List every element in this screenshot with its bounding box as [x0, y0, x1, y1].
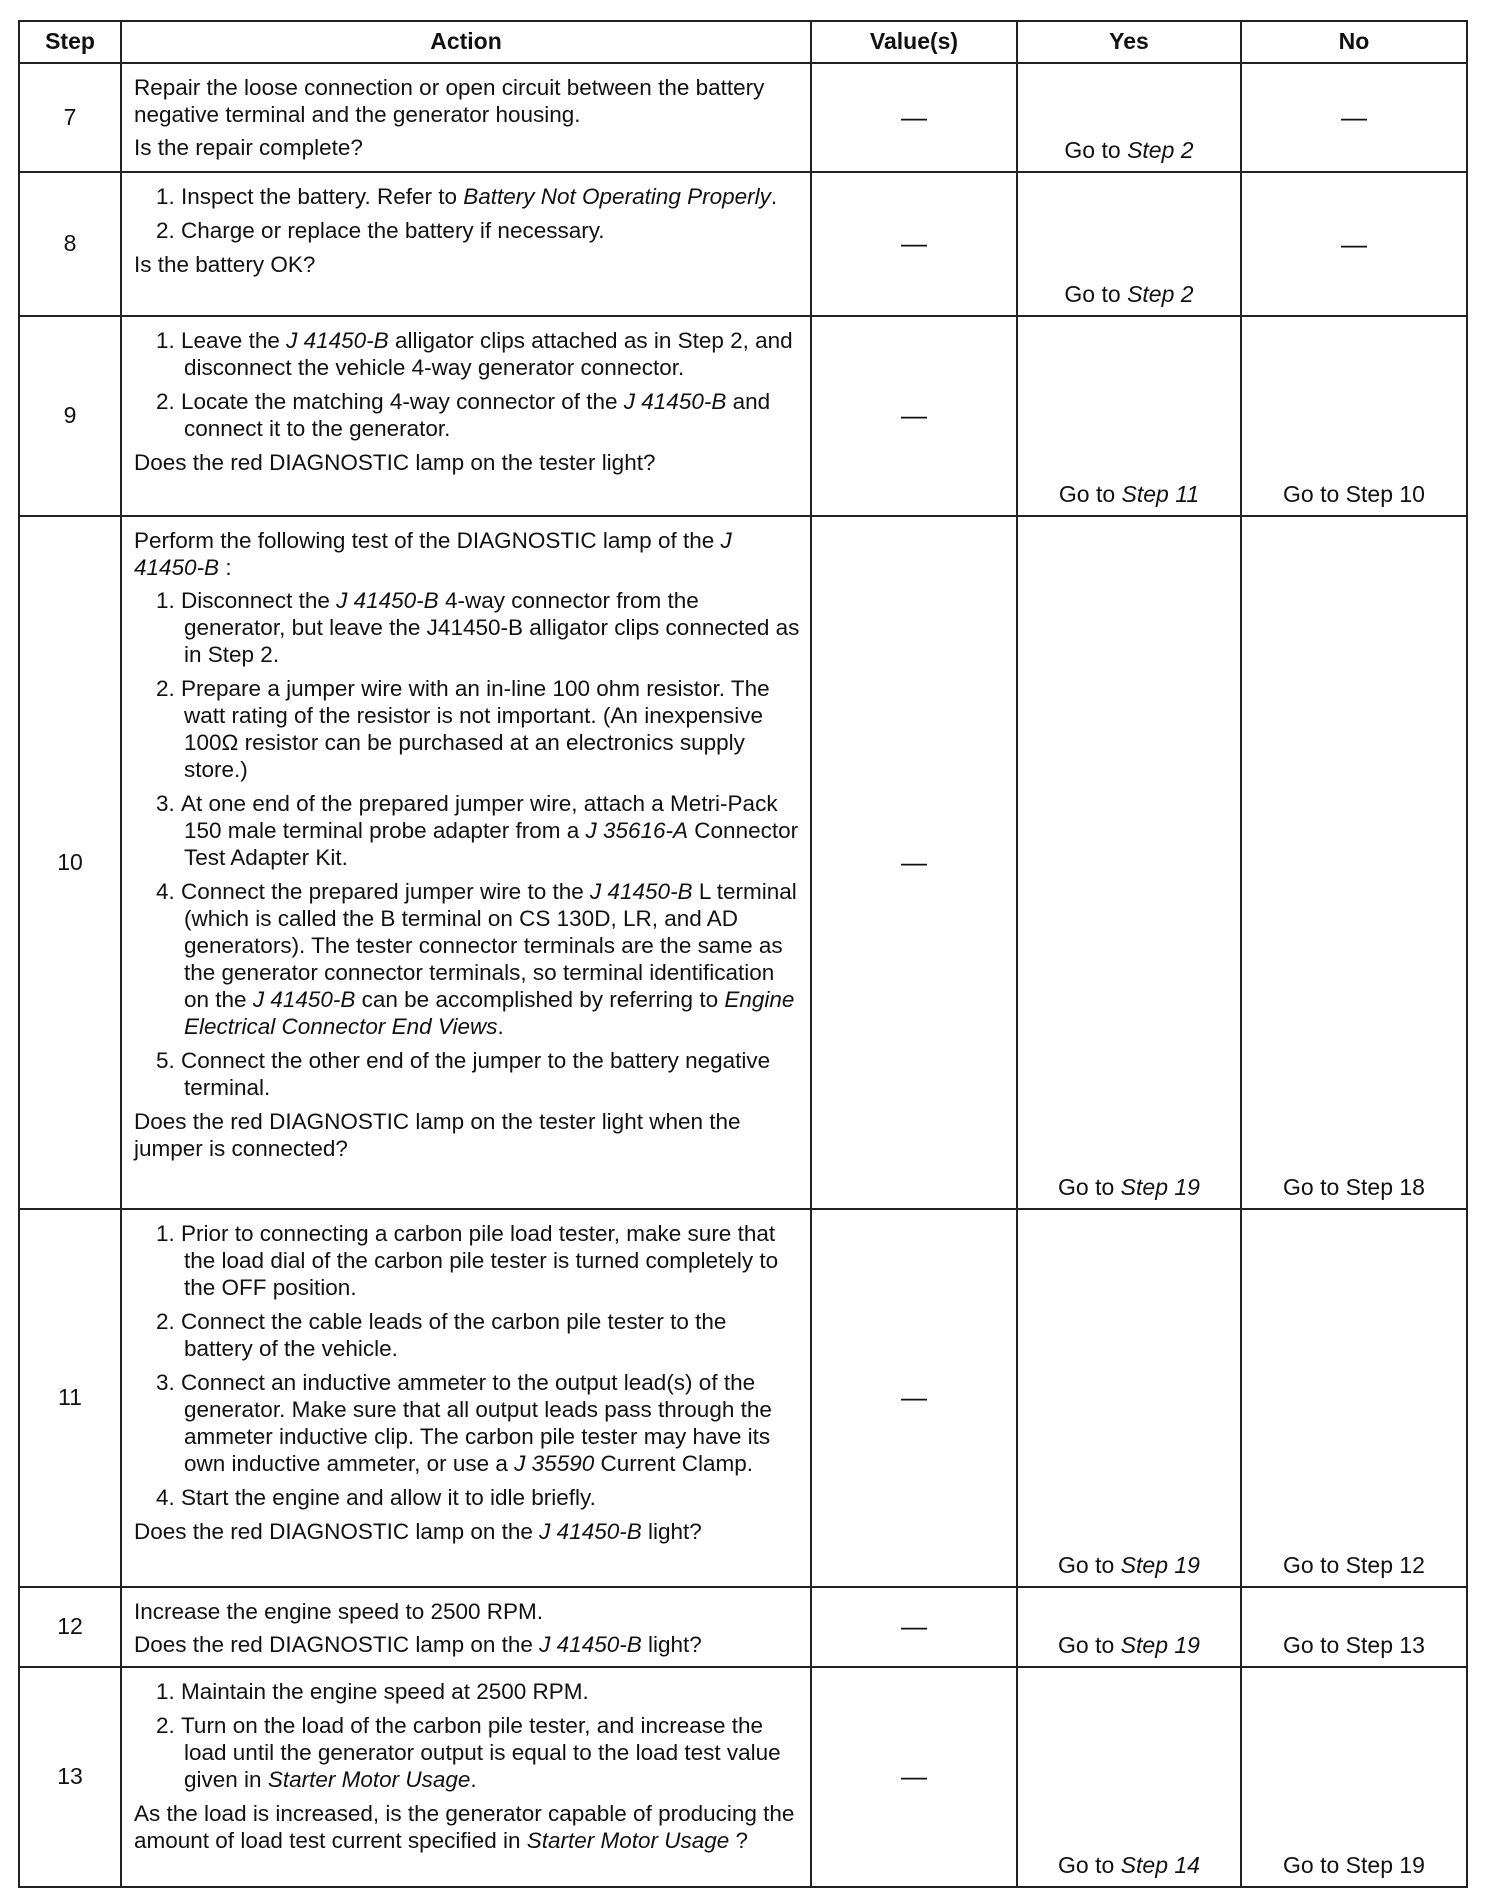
- header-values: Value(s): [811, 21, 1017, 63]
- action-question: Does the red DIAGNOSTIC lamp on the tester light when the jumper is connected?: [134, 1109, 741, 1161]
- action-question: Does the red DIAGNOSTIC lamp on the J 41450-B light?: [134, 1519, 702, 1544]
- action-list: [134, 183, 800, 244]
- no-cell: Go to Step 18: [1241, 516, 1467, 1209]
- value-cell: —: [811, 63, 1017, 172]
- value-cell: —: [811, 1587, 1017, 1667]
- value-cell: —: [811, 516, 1017, 1209]
- yes-cell: Go to Step 2: [1017, 63, 1241, 172]
- yes-cell: Go to Step 19: [1017, 516, 1241, 1209]
- step-number: 7: [19, 63, 121, 172]
- header-yes: Yes: [1017, 21, 1241, 63]
- action-item: 2. Locate the matching 4-way connector of the J 41450-B and connect it to the generator.: [156, 389, 771, 441]
- action-text: Increase the engine speed to 2500 RPM.: [134, 1599, 544, 1624]
- action-item: 1. Prior to connecting a carbon pile load tester, make sure that the load dial of the carbon pile tester is turned completely to the OFF position.: [156, 1221, 779, 1300]
- value-cell: —: [811, 316, 1017, 516]
- no-cell: Go to Step 12: [1241, 1209, 1467, 1587]
- action-cell: [121, 63, 811, 172]
- table-row-step-10: [19, 516, 1467, 1209]
- action-list: [134, 587, 800, 1101]
- action-item: 1. Leave the J 41450-B alligator clips attached as in Step 2, and disconnect the vehicle 4-way generator connector.: [156, 328, 793, 380]
- table-row-step-8: [19, 172, 1467, 316]
- action-question: As the load is increased, is the generator capable of producing the amount of load test current specified in Starter Motor Usage ?: [134, 1801, 795, 1853]
- action-item: 3. At one end of the prepared jumper wire, attach a Metri-Pack 150 male terminal probe adapter from a J 35616-A Connector Test Adapter Kit.: [156, 791, 799, 870]
- table-row-step-13: [19, 1667, 1467, 1887]
- action-list: [134, 1678, 800, 1793]
- header-step: Step: [19, 21, 121, 63]
- action-item: 2. Charge or replace the battery if necessary.: [156, 218, 605, 243]
- action-item: 3. Connect an inductive ammeter to the output lead(s) of the generator. Make sure that all output leads pass through the ammeter inductive clip. The carbon pile tester may have its own inductive ammeter, or use a J 35590 Current Clamp.: [156, 1370, 772, 1476]
- action-question: Does the red DIAGNOSTIC lamp on the J 41450-B light?: [134, 1632, 702, 1657]
- table-row-step-9: [19, 316, 1467, 516]
- action-item: 4. Start the engine and allow it to idle briefly.: [156, 1485, 596, 1510]
- yes-cell: Go to Step 14: [1017, 1667, 1241, 1887]
- header-row: [19, 21, 1467, 63]
- table-row-step-12: [19, 1587, 1467, 1667]
- no-cell: Go to Step 19: [1241, 1667, 1467, 1887]
- action-list: [134, 1220, 800, 1511]
- action-cell: [121, 1587, 811, 1667]
- no-cell: —: [1241, 172, 1467, 316]
- action-list: [134, 327, 800, 442]
- no-cell: —: [1241, 63, 1467, 172]
- action-cell: [121, 316, 811, 516]
- header-no: No: [1241, 21, 1467, 63]
- table-row-step-11: [19, 1209, 1467, 1587]
- header-action: Action: [121, 21, 811, 63]
- action-question: Does the red DIAGNOSTIC lamp on the tester light?: [134, 450, 656, 475]
- value-cell: —: [811, 1667, 1017, 1887]
- yes-cell: Go to Step 19: [1017, 1209, 1241, 1587]
- no-cell: Go to Step 10: [1241, 316, 1467, 516]
- value-cell: —: [811, 172, 1017, 316]
- action-question: Is the battery OK?: [134, 252, 316, 277]
- step-number: 13: [19, 1667, 121, 1887]
- yes-cell: Go to Step 19: [1017, 1587, 1241, 1667]
- step-number: 11: [19, 1209, 121, 1587]
- action-cell: [121, 172, 811, 316]
- action-item: 2. Turn on the load of the carbon pile tester, and increase the load until the generator output is equal to the load test value given in Starter Motor Usage.: [156, 1713, 781, 1792]
- yes-cell: Go to Step 11: [1017, 316, 1241, 516]
- action-cell: [121, 1667, 811, 1887]
- action-item: 2. Connect the cable leads of the carbon pile tester to the battery of the vehicle.: [156, 1309, 727, 1361]
- action-question: Is the repair complete?: [134, 135, 363, 160]
- action-item: 1. Maintain the engine speed at 2500 RPM.: [156, 1679, 589, 1704]
- diagnostic-table: [18, 20, 1468, 1888]
- action-cell: [121, 516, 811, 1209]
- step-number: 8: [19, 172, 121, 316]
- step-number: 9: [19, 316, 121, 516]
- table-row-step-7: [19, 63, 1467, 172]
- yes-cell: Go to Step 2: [1017, 172, 1241, 316]
- action-intro: Perform the following test of the DIAGNOSTIC lamp of the J 41450-B :: [134, 528, 732, 580]
- action-text: Repair the loose connection or open circuit between the battery negative terminal and the generator housing.: [134, 75, 765, 127]
- action-item: 1. Inspect the battery. Refer to Battery Not Operating Properly.: [156, 184, 778, 209]
- action-item: 1. Disconnect the J 41450-B 4-way connector from the generator, but leave the J41450-B alligator clips connected as in Step 2.: [156, 588, 800, 667]
- value-cell: —: [811, 1209, 1017, 1587]
- action-item: 5. Connect the other end of the jumper to the battery negative terminal.: [156, 1048, 771, 1100]
- step-number: 12: [19, 1587, 121, 1667]
- action-item: 4. Connect the prepared jumper wire to the J 41450-B L terminal (which is called the B terminal on CS 130D, LR, and AD generators). The tester connector terminals are the same as the generator connector terminals, so terminal identification on the J 41450-B can be accomplished by referring to Engine Electrical Connector End Views.: [156, 879, 797, 1039]
- action-cell: [121, 1209, 811, 1587]
- no-cell: Go to Step 13: [1241, 1587, 1467, 1667]
- step-number: 10: [19, 516, 121, 1209]
- action-item: 2. Prepare a jumper wire with an in-line 100 ohm resistor. The watt rating of the resistor is not important. (An inexpensive 100Ω resistor can be purchased at an electronics supply store.): [156, 676, 770, 782]
